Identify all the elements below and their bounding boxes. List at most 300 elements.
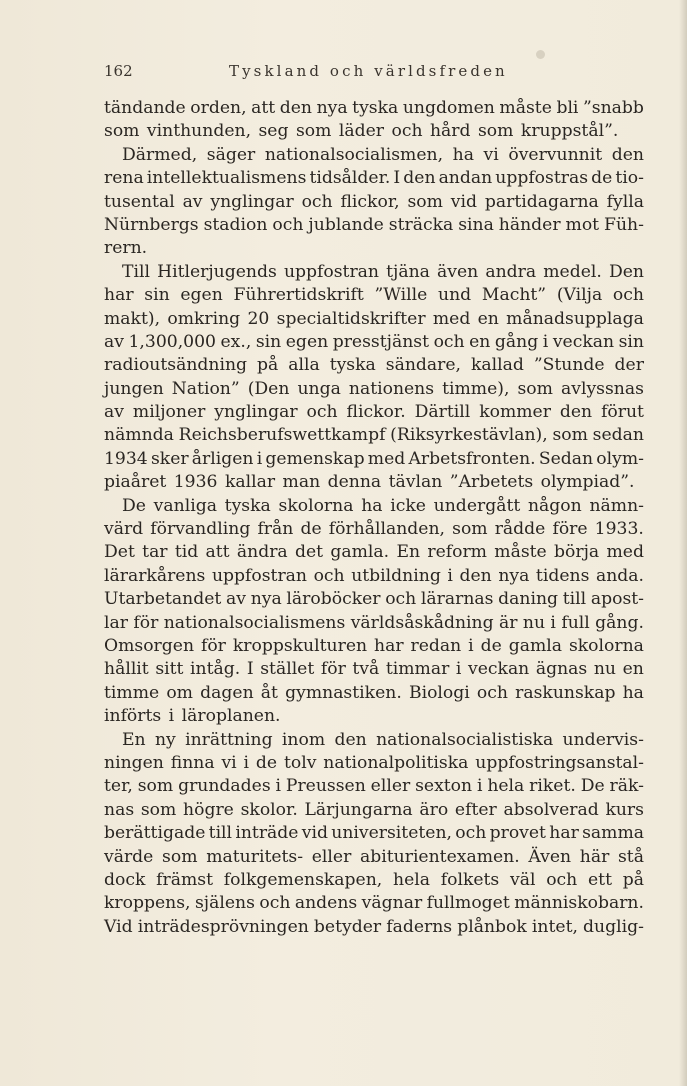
word: som xyxy=(552,425,588,446)
word: tändande xyxy=(104,98,186,118)
word: full xyxy=(561,612,590,633)
word: reform xyxy=(427,542,487,563)
word: lärarnas xyxy=(420,589,494,610)
word: intet, xyxy=(531,916,578,937)
word: med xyxy=(606,542,644,563)
word: att xyxy=(251,98,276,118)
word: anda. xyxy=(595,565,644,586)
word: De xyxy=(580,776,605,797)
word: Arbetsfronten. xyxy=(408,448,536,469)
word: värde xyxy=(104,846,154,867)
text-line xyxy=(104,846,644,869)
word: apost- xyxy=(590,589,644,610)
word: årligen xyxy=(191,448,254,469)
word: riket. xyxy=(529,776,576,797)
word: av xyxy=(104,331,124,352)
text-line xyxy=(104,588,644,611)
word: eller xyxy=(370,776,411,797)
word: den xyxy=(459,565,492,586)
word: hela xyxy=(393,869,430,890)
word: tidens xyxy=(535,565,590,586)
word: i xyxy=(550,612,556,633)
word: ”Wille xyxy=(374,285,428,306)
word: någon xyxy=(527,495,582,516)
word: icke xyxy=(390,495,426,516)
word: på xyxy=(257,355,279,376)
page-edge-shadow xyxy=(679,0,687,1086)
word: und xyxy=(438,285,472,306)
word: intellektualismens xyxy=(146,168,307,189)
word: börja xyxy=(554,542,600,563)
word: utbildning xyxy=(351,565,441,586)
word: Hitlerjugends xyxy=(157,261,277,282)
word: gymnastiken. xyxy=(285,682,402,703)
word: nas xyxy=(104,799,135,820)
word: flickor. xyxy=(346,402,406,423)
word: den xyxy=(559,402,593,423)
word: skolor. xyxy=(240,799,298,820)
ink-spot xyxy=(536,50,545,59)
word: och xyxy=(612,285,644,306)
word: förvandling xyxy=(150,519,251,540)
word: tjäna xyxy=(386,261,430,282)
word: och xyxy=(272,214,304,235)
body-text xyxy=(104,97,644,939)
word: som xyxy=(452,519,488,540)
word: och xyxy=(476,682,508,703)
word: av xyxy=(104,402,124,423)
word: före xyxy=(552,519,588,540)
word: främst xyxy=(156,869,213,890)
word: som xyxy=(517,378,553,399)
word: kroppens, xyxy=(104,893,191,914)
word: jublande xyxy=(308,214,384,235)
word: i xyxy=(468,635,474,656)
word: den xyxy=(611,144,644,165)
word: två xyxy=(352,659,380,680)
word: egen xyxy=(285,331,329,352)
text-line xyxy=(104,518,644,541)
text-line xyxy=(104,354,644,377)
word: plånbok xyxy=(457,916,527,937)
word: gemenskap xyxy=(265,448,365,469)
word: sin xyxy=(618,331,644,352)
word: har xyxy=(104,285,134,306)
word: läroböcker xyxy=(286,589,381,610)
word: som xyxy=(137,776,174,797)
word: den xyxy=(334,729,367,750)
word: i xyxy=(542,331,549,352)
word: Därtill xyxy=(414,402,471,423)
word: bli xyxy=(556,98,579,118)
word: på xyxy=(622,869,644,890)
text-line: införts i läroplanen. xyxy=(104,706,281,727)
word: specialtidskrifter xyxy=(276,308,426,329)
word: en xyxy=(622,659,644,680)
word: vägnar xyxy=(361,893,423,914)
word: omkring xyxy=(167,308,241,329)
word: Füh- xyxy=(604,214,644,235)
word: de xyxy=(480,635,502,656)
word: Den xyxy=(608,261,644,282)
word: och xyxy=(301,191,333,212)
word: 1933. xyxy=(594,519,644,540)
word: inträdesprövningen xyxy=(137,916,309,937)
word: mot xyxy=(565,214,600,235)
word: tusental xyxy=(104,191,175,212)
word: och xyxy=(546,869,578,890)
word: sin xyxy=(255,331,282,352)
running-title: Tyskland och världsfreden xyxy=(229,62,508,80)
word: betyder xyxy=(313,916,382,937)
word: Macht” xyxy=(481,285,547,306)
word: tyska xyxy=(352,98,399,118)
word: (Vilja xyxy=(556,285,603,306)
word: händer xyxy=(498,214,561,235)
text-line xyxy=(104,822,644,845)
word: av xyxy=(182,191,203,212)
word: eller xyxy=(311,846,352,867)
text-line xyxy=(104,308,644,331)
word: Reichsberufswettkampf xyxy=(178,425,386,446)
word: Sedan xyxy=(538,448,594,469)
word: absolverad xyxy=(503,799,599,820)
page-header xyxy=(104,62,644,86)
word: sin xyxy=(144,285,170,306)
word: folkets xyxy=(440,869,500,890)
word: för xyxy=(320,659,346,680)
word: grundades xyxy=(178,776,271,797)
text-line xyxy=(104,658,644,681)
word: i xyxy=(447,565,453,586)
text-line xyxy=(104,167,644,190)
word: redan xyxy=(410,635,462,656)
word: flickor, xyxy=(340,191,400,212)
text-line xyxy=(104,541,644,564)
word: medel. xyxy=(543,261,602,282)
word: makt), xyxy=(104,308,161,329)
word: och xyxy=(306,402,338,423)
word: åt xyxy=(260,682,278,703)
word: har xyxy=(374,635,404,656)
text-line: som vinthunden, seg som läder och hård som kruppstål”. xyxy=(104,121,619,142)
text-line xyxy=(104,191,644,214)
word: tio- xyxy=(615,168,644,189)
text-line xyxy=(104,401,644,424)
word: kallad xyxy=(470,355,524,376)
word: I xyxy=(393,168,401,189)
word: måste xyxy=(499,98,552,118)
word: den xyxy=(279,98,312,118)
word: jungen xyxy=(104,378,164,399)
word: tar xyxy=(142,542,168,563)
word: 1934 xyxy=(104,448,148,469)
word: i xyxy=(275,776,282,797)
word: uppfostringsanstal- xyxy=(475,752,644,773)
word: ex., xyxy=(220,331,252,352)
word: provet xyxy=(489,823,546,844)
text-line xyxy=(104,916,644,939)
word: sedan xyxy=(592,425,644,446)
word: till xyxy=(562,589,587,610)
word: vi xyxy=(483,144,499,165)
word: gång. xyxy=(595,612,644,633)
word: Även xyxy=(528,846,572,867)
word: människobarn. xyxy=(514,893,644,914)
word: universiteten, xyxy=(331,823,452,844)
word: tyska xyxy=(329,355,376,376)
word: unga xyxy=(297,378,341,399)
word: daning xyxy=(498,589,559,610)
word: vi xyxy=(221,752,237,773)
word: de xyxy=(591,168,613,189)
word: är xyxy=(499,612,518,633)
text-line xyxy=(104,799,644,822)
word: som xyxy=(407,191,443,212)
word: kroppskulturen xyxy=(232,635,368,656)
word: och xyxy=(455,823,487,844)
word: en xyxy=(477,308,499,329)
word: ha xyxy=(622,682,644,703)
word: nationalpolitiska xyxy=(323,752,469,773)
word: partidagarna xyxy=(484,191,599,212)
word: I xyxy=(246,659,254,680)
word: stadion xyxy=(203,214,268,235)
word: och xyxy=(313,565,345,586)
word: nationens xyxy=(348,378,435,399)
word: raskunskap xyxy=(515,682,616,703)
word: uppfostran xyxy=(283,261,379,282)
word: säger xyxy=(206,144,256,165)
word: Preussen xyxy=(285,776,366,797)
word: nya xyxy=(250,589,282,610)
word: ynglingar xyxy=(210,191,294,212)
word: Till xyxy=(122,261,150,282)
word: ha xyxy=(452,144,474,165)
word: vid xyxy=(450,191,478,212)
word: värd xyxy=(104,519,144,540)
word: tidsålder. xyxy=(309,168,391,189)
word: vid xyxy=(301,823,328,844)
word: undervis- xyxy=(562,729,644,750)
word: radioutsändning xyxy=(104,355,248,376)
word: miljoner xyxy=(132,402,206,423)
word: duglig- xyxy=(583,916,644,937)
word: ett xyxy=(587,869,612,890)
word: för xyxy=(133,612,159,633)
word: fullmoget xyxy=(426,893,510,914)
word: nämnda xyxy=(104,425,174,446)
word: (Riksyrkestävlan), xyxy=(390,425,548,446)
word: i xyxy=(455,659,462,680)
word: till xyxy=(208,823,233,844)
word: dock xyxy=(104,869,146,890)
word: hållit xyxy=(104,659,149,680)
word: veckan xyxy=(552,331,615,352)
word: lar xyxy=(104,612,128,633)
word: ”snabb xyxy=(583,98,644,118)
word: kommer xyxy=(479,402,551,423)
word: förhållanden, xyxy=(328,519,446,540)
word: stå xyxy=(617,846,644,867)
word: undergått xyxy=(433,495,521,516)
word: här xyxy=(579,846,610,867)
word: En xyxy=(396,542,421,563)
text-line xyxy=(104,729,644,752)
word: väl xyxy=(510,869,536,890)
word: om xyxy=(166,682,193,703)
text-line xyxy=(104,378,644,401)
word: olym- xyxy=(596,448,644,469)
text-line xyxy=(104,752,644,775)
text-line xyxy=(104,284,644,307)
word: från xyxy=(257,519,294,540)
word: efter xyxy=(454,799,497,820)
word: de xyxy=(300,519,322,540)
word: rådde xyxy=(494,519,546,540)
word: ägnas xyxy=(535,659,588,680)
word: i xyxy=(256,448,263,469)
word: (Den xyxy=(247,378,290,399)
word: faderns xyxy=(386,916,453,937)
word: sina xyxy=(458,214,494,235)
word: presstjänst xyxy=(332,331,430,352)
word: timmar xyxy=(385,659,450,680)
word: nya xyxy=(498,565,530,586)
word: egen xyxy=(180,285,223,306)
word: Omsorgen xyxy=(104,635,195,656)
word: Biologi xyxy=(408,682,470,703)
word: tyska xyxy=(224,495,271,516)
word: tid xyxy=(174,542,199,563)
word: intåg. xyxy=(190,659,241,680)
word: ningen xyxy=(104,752,164,773)
word: abiturientexamen. xyxy=(360,846,520,867)
word: uppfostran xyxy=(211,565,307,586)
text-line xyxy=(104,682,644,705)
word: andens xyxy=(294,893,358,914)
word: folkgemenskapen, xyxy=(223,869,383,890)
word: timme), xyxy=(442,378,510,399)
word: finna xyxy=(170,752,215,773)
word: nämn- xyxy=(589,495,644,516)
word: skolorna xyxy=(568,635,644,656)
word: nationalsocialistiska xyxy=(376,729,554,750)
word: nu xyxy=(593,659,616,680)
text-line xyxy=(104,892,644,915)
word: sexton xyxy=(415,776,473,797)
word: det xyxy=(294,542,324,563)
word: hela xyxy=(487,776,525,797)
word: nya xyxy=(316,98,348,118)
word: ändra xyxy=(236,542,288,563)
word: inrättning xyxy=(185,729,273,750)
word: Därmed, xyxy=(122,144,198,165)
word: sitt xyxy=(155,659,184,680)
word: och xyxy=(259,893,291,914)
word: Lärjungarna xyxy=(304,799,413,820)
word: orden, xyxy=(190,98,247,118)
word: sändare, xyxy=(385,355,461,376)
text-line xyxy=(104,775,644,798)
word: berättigade xyxy=(104,823,206,844)
word: övervunnit xyxy=(508,144,603,165)
word: högre xyxy=(183,799,234,820)
text-line xyxy=(104,261,644,284)
word: ”Stunde xyxy=(533,355,605,376)
word: fylla xyxy=(606,191,644,212)
word: inträde xyxy=(235,823,299,844)
word: sker xyxy=(150,448,189,469)
word: dagen xyxy=(200,682,254,703)
word: 20 xyxy=(247,308,270,329)
word: En xyxy=(122,729,146,750)
word: alla xyxy=(288,355,320,376)
word: som xyxy=(140,799,177,820)
word: ter, xyxy=(104,776,133,797)
word: den xyxy=(403,168,436,189)
text-line xyxy=(104,214,644,237)
word: och xyxy=(385,589,417,610)
word: i xyxy=(243,752,250,773)
word: de xyxy=(255,752,278,773)
text-line xyxy=(104,635,644,658)
word: räk- xyxy=(609,776,644,797)
word: för xyxy=(200,635,226,656)
word: världsåskådning xyxy=(350,612,494,633)
text-line xyxy=(104,144,644,167)
word: av xyxy=(226,589,246,610)
word: samma xyxy=(582,823,644,844)
word: der xyxy=(614,355,644,376)
word: stället xyxy=(260,659,315,680)
word: och xyxy=(433,331,465,352)
word: lärarkårens xyxy=(104,565,206,586)
word: tolv xyxy=(283,752,317,773)
word: som xyxy=(162,846,198,867)
text-line xyxy=(104,565,644,588)
word: andan xyxy=(438,168,493,189)
text-line xyxy=(104,612,644,635)
word: att xyxy=(205,542,230,563)
word: ungdomen xyxy=(402,98,495,118)
word: med xyxy=(432,308,471,329)
word: nu xyxy=(522,612,546,633)
word: med xyxy=(367,448,406,469)
word: Nürnbergs xyxy=(104,214,199,235)
word: en xyxy=(469,331,491,352)
word: skolorna xyxy=(278,495,354,516)
text-line xyxy=(104,495,644,518)
word: ynglingar xyxy=(214,402,298,423)
word: nationalsocialismen, xyxy=(264,144,444,165)
word: Utarbetandet xyxy=(104,589,222,610)
word: Det xyxy=(104,542,135,563)
word: nationalsocialismens xyxy=(163,612,346,633)
text-line xyxy=(104,331,644,354)
word: Führertidskrift xyxy=(233,285,364,306)
word: förut xyxy=(601,402,644,423)
word: inom xyxy=(281,729,326,750)
text-line xyxy=(104,97,644,120)
word: månadsupplaga xyxy=(506,308,644,329)
word: äro xyxy=(419,799,449,820)
word: 1,300,000 xyxy=(128,331,216,352)
word: De xyxy=(122,495,146,516)
word: även xyxy=(437,261,479,282)
word: rena xyxy=(104,168,144,189)
word: Nation” xyxy=(171,378,240,399)
